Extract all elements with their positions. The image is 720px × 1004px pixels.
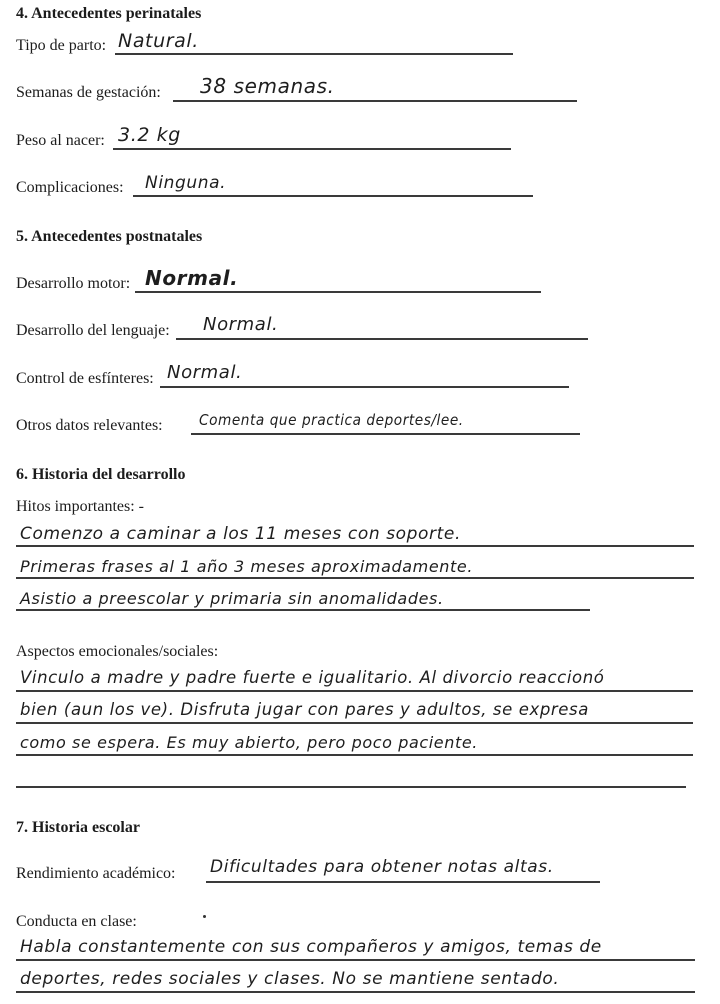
hitos-text-1[interactable]: Comenzo a caminar a los 11 meses con soporte. — [20, 524, 461, 544]
tipo-parto-label: Tipo de parto: — [16, 37, 107, 54]
section-7-title: 7. Historia escolar — [16, 819, 140, 836]
rendimiento-line — [206, 881, 600, 883]
hitos-label: Hitos importantes: - — [16, 498, 144, 515]
semanas-gestacion-value[interactable]: 38 semanas. — [200, 74, 335, 98]
desarrollo-lenguaje-value[interactable]: Normal. — [203, 314, 279, 335]
emocional-line-1 — [16, 690, 693, 692]
tipo-parto-line — [115, 53, 513, 55]
section-4-title: 4. Antecedentes perinatales — [16, 5, 202, 22]
emocional-text-1[interactable]: Vinculo a madre y padre fuerte e igualitario. Al divorcio reaccionó — [20, 668, 605, 687]
semanas-gestacion-line — [173, 100, 577, 102]
emocional-label: Aspectos emocionales/sociales: — [16, 643, 219, 660]
semanas-gestacion-label: Semanas de gestación: — [16, 84, 161, 101]
complicaciones-value[interactable]: Ninguna. — [145, 173, 227, 193]
conducta-label: Conducta en clase: — [16, 913, 137, 930]
desarrollo-lenguaje-label: Desarrollo del lenguaje: — [16, 322, 170, 339]
emocional-line-3 — [16, 754, 693, 756]
hitos-line-3 — [16, 609, 590, 611]
conducta-line-1 — [16, 959, 695, 961]
hitos-text-3[interactable]: Asistio a preescolar y primaria sin anomalidades. — [20, 589, 444, 608]
rendimiento-value[interactable]: Dificultades para obtener notas altas. — [210, 857, 554, 877]
peso-nacer-value[interactable]: 3.2 kg — [118, 124, 181, 146]
emocional-text-2[interactable]: bien (aun los ve). Disfruta jugar con pares y adultos, se expresa — [20, 700, 589, 719]
control-esfinteres-label: Control de esfínteres: — [16, 370, 154, 387]
tipo-parto-value[interactable]: Natural. — [118, 30, 199, 52]
hitos-line-1 — [16, 545, 694, 547]
peso-nacer-label: Peso al nacer: — [16, 132, 105, 149]
rendimiento-label: Rendimiento académico: — [16, 865, 176, 882]
stray-mark — [203, 915, 206, 918]
section-5-title: 5. Antecedentes postnatales — [16, 228, 203, 245]
conducta-line-2 — [16, 991, 695, 993]
otros-datos-line — [191, 433, 580, 435]
peso-nacer-line — [113, 148, 511, 150]
desarrollo-lenguaje-line — [176, 338, 588, 340]
emocional-line-2 — [16, 722, 693, 724]
emocional-line-4 — [16, 786, 686, 788]
hitos-line-2 — [16, 577, 694, 579]
otros-datos-value[interactable]: Comenta que practica deportes/lee. — [199, 411, 464, 429]
section-6-title: 6. Historia del desarrollo — [16, 466, 186, 483]
control-esfinteres-line — [160, 386, 569, 388]
desarrollo-motor-label: Desarrollo motor: — [16, 275, 131, 292]
complicaciones-label: Complicaciones: — [16, 179, 124, 196]
emocional-text-3[interactable]: como se espera. Es muy abierto, pero poco paciente. — [20, 733, 478, 752]
hitos-text-2[interactable]: Primeras frases al 1 año 3 meses aproximadamente. — [20, 557, 474, 576]
otros-datos-label: Otros datos relevantes: — [16, 417, 163, 434]
conducta-text-1[interactable]: Habla constantemente con sus compañeros y amigos, temas de — [20, 937, 602, 957]
complicaciones-line — [133, 195, 533, 197]
control-esfinteres-value[interactable]: Normal. — [167, 362, 243, 383]
desarrollo-motor-line — [135, 291, 541, 293]
desarrollo-motor-value[interactable]: Normal. — [145, 266, 239, 290]
conducta-text-2[interactable]: deportes, redes sociales y clases. No se mantiene sentado. — [20, 969, 560, 989]
